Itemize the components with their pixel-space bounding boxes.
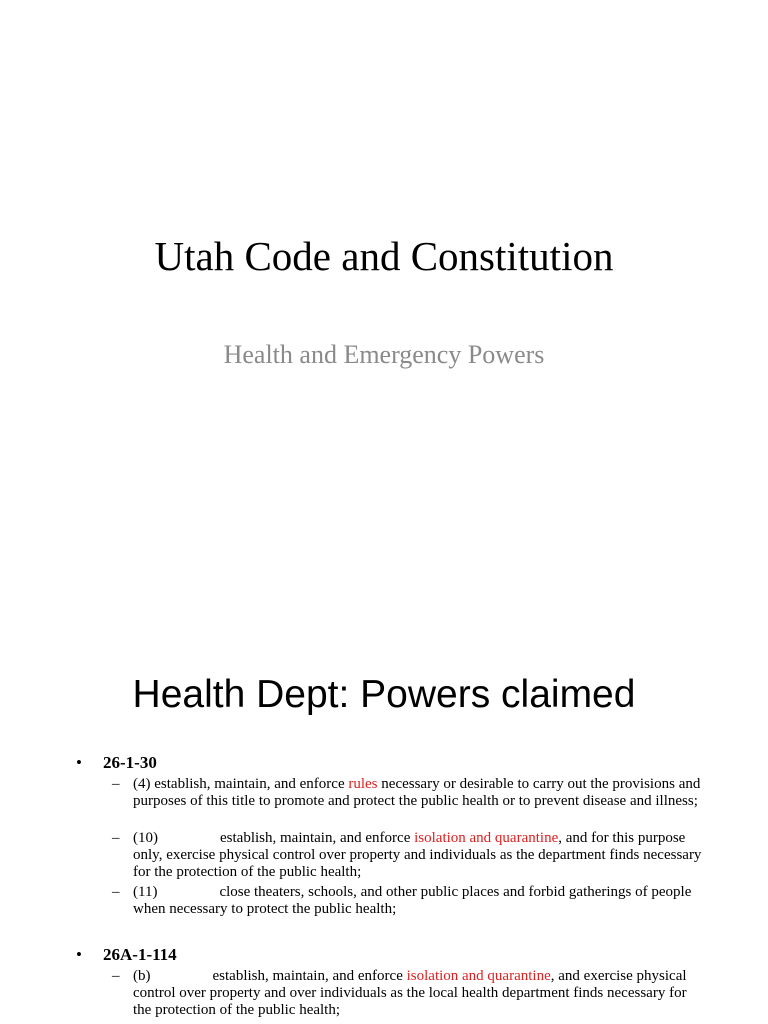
section-label: 26-1-30 bbox=[103, 753, 157, 772]
slide-title-powers: Health Dept: Powers claimed bbox=[132, 673, 636, 716]
item-number: (10) bbox=[133, 830, 158, 846]
dash-icon: – bbox=[112, 776, 120, 792]
item-text-post: , and for this purpose only, exercise physical control over property and individuals as the department finds necessary for the protection of the public health; bbox=[133, 830, 702, 880]
item-text-pre: establish, maintain, and enforce bbox=[220, 830, 415, 846]
item-number: (4) bbox=[133, 776, 151, 792]
item-highlight: isolation and quarantine bbox=[406, 968, 551, 984]
item-text-post: necessary or desirable to carry out the provisions and purposes of this title to promote and protect the public health or to prevent disease and illness; bbox=[133, 776, 701, 809]
item-text-pre: close theaters, schools, and other public places and forbid gatherings of people when necessary to protect the public health; bbox=[133, 884, 692, 917]
item-highlight: rules bbox=[348, 776, 378, 792]
slide-subtitle: Health and Emergency Powers bbox=[223, 340, 545, 369]
section-label: 26A-1-114 bbox=[103, 945, 177, 964]
item-text-post: , and exercise physical control over property and over individuals as the local health department finds necessary for the protection of the public health; bbox=[133, 968, 687, 1018]
dash-icon: – bbox=[112, 830, 120, 846]
item-text-pre: establish, maintain, and enforce bbox=[212, 968, 407, 984]
item-highlight: isolation and quarantine bbox=[414, 830, 559, 846]
item-number: (b) bbox=[133, 968, 151, 984]
bullet-icon: • bbox=[76, 945, 82, 964]
item-number: (11) bbox=[133, 884, 158, 900]
content-slide bbox=[0, 640, 768, 1024]
dash-icon: – bbox=[112, 884, 120, 900]
bullet-icon: • bbox=[76, 753, 82, 772]
item-text-pre: establish, maintain, and enforce bbox=[154, 776, 349, 792]
dash-icon: – bbox=[112, 968, 120, 984]
slide-title: Utah Code and Constitution bbox=[154, 233, 614, 279]
